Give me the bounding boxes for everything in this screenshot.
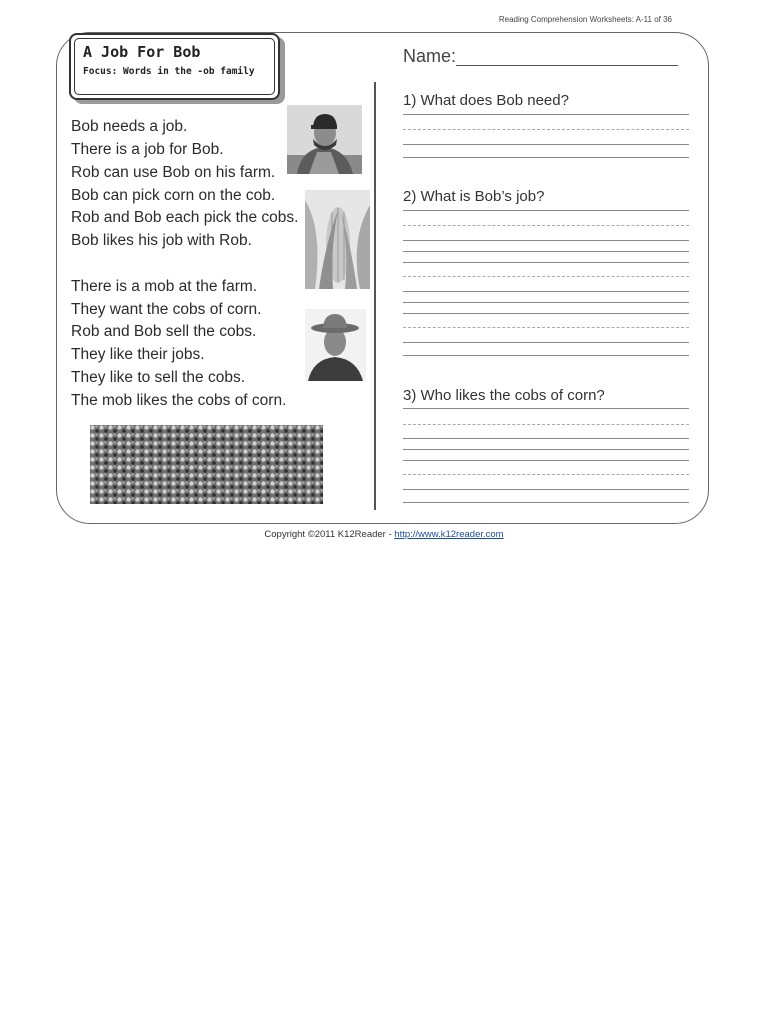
answer-line[interactable] xyxy=(403,489,689,490)
story-line: Rob and Bob each pick the cobs. xyxy=(71,209,299,226)
story-line: There is a mob at the farm. xyxy=(71,278,258,295)
answer-line[interactable] xyxy=(403,438,689,439)
answer-line xyxy=(403,225,689,226)
story-line: Bob can pick corn on the cob. xyxy=(71,187,276,204)
crowd-photo xyxy=(90,425,323,504)
question-3: 3) Who likes the cobs of corn? xyxy=(403,387,605,404)
answer-line[interactable] xyxy=(403,408,689,409)
name-label: Name: xyxy=(403,46,457,66)
story-line: The mob likes the cobs of corn. xyxy=(71,392,287,409)
question-2: 2) What is Bob’s job? xyxy=(403,188,545,205)
column-divider xyxy=(374,82,376,510)
story-line: They want the cobs of corn. xyxy=(71,301,262,318)
page-header-note: Reading Comprehension Worksheets: A-11 of 36 xyxy=(498,15,672,24)
answer-line[interactable] xyxy=(403,240,689,241)
worksheet-focus: Focus: Words in the -ob family xyxy=(83,66,255,77)
answer-line[interactable] xyxy=(403,291,689,292)
bob-photo xyxy=(287,105,362,174)
rob-photo xyxy=(305,309,366,381)
story-line: Rob can use Bob on his farm. xyxy=(71,164,276,181)
answer-line xyxy=(403,129,689,130)
answer-line[interactable] xyxy=(403,251,689,252)
answer-line[interactable] xyxy=(403,157,689,158)
answer-line xyxy=(403,424,689,425)
story-line: They like their jobs. xyxy=(71,346,205,363)
answer-line[interactable] xyxy=(403,449,689,450)
name-answer-line[interactable] xyxy=(456,65,678,66)
footer xyxy=(0,529,768,540)
title-box xyxy=(69,33,280,100)
answer-line[interactable] xyxy=(403,144,689,145)
answer-line[interactable] xyxy=(403,114,689,115)
answer-line[interactable] xyxy=(403,342,689,343)
story-line: Bob needs a job. xyxy=(71,118,188,135)
answer-line[interactable] xyxy=(403,502,689,503)
worksheet-title: A Job For Bob xyxy=(83,43,201,61)
answer-line[interactable] xyxy=(403,460,689,461)
story-line: Rob and Bob sell the cobs. xyxy=(71,323,257,340)
story-line: There is a job for Bob. xyxy=(71,141,224,158)
corn-photo xyxy=(305,190,370,289)
question-1: 1) What does Bob need? xyxy=(403,92,569,109)
answer-line[interactable] xyxy=(403,313,689,314)
answer-line[interactable] xyxy=(403,262,689,263)
answer-line[interactable] xyxy=(403,355,689,356)
copyright-text: Copyright ©2011 K12Reader - xyxy=(264,529,395,540)
answer-line xyxy=(403,474,689,475)
answer-line xyxy=(403,276,689,277)
story-line: Bob likes his job with Rob. xyxy=(71,232,252,249)
answer-line[interactable] xyxy=(403,210,689,211)
answer-line xyxy=(403,327,689,328)
answer-line[interactable] xyxy=(403,302,689,303)
story-line: They like to sell the cobs. xyxy=(71,369,246,386)
k12reader-link[interactable]: http://www.k12reader.com xyxy=(394,529,504,540)
